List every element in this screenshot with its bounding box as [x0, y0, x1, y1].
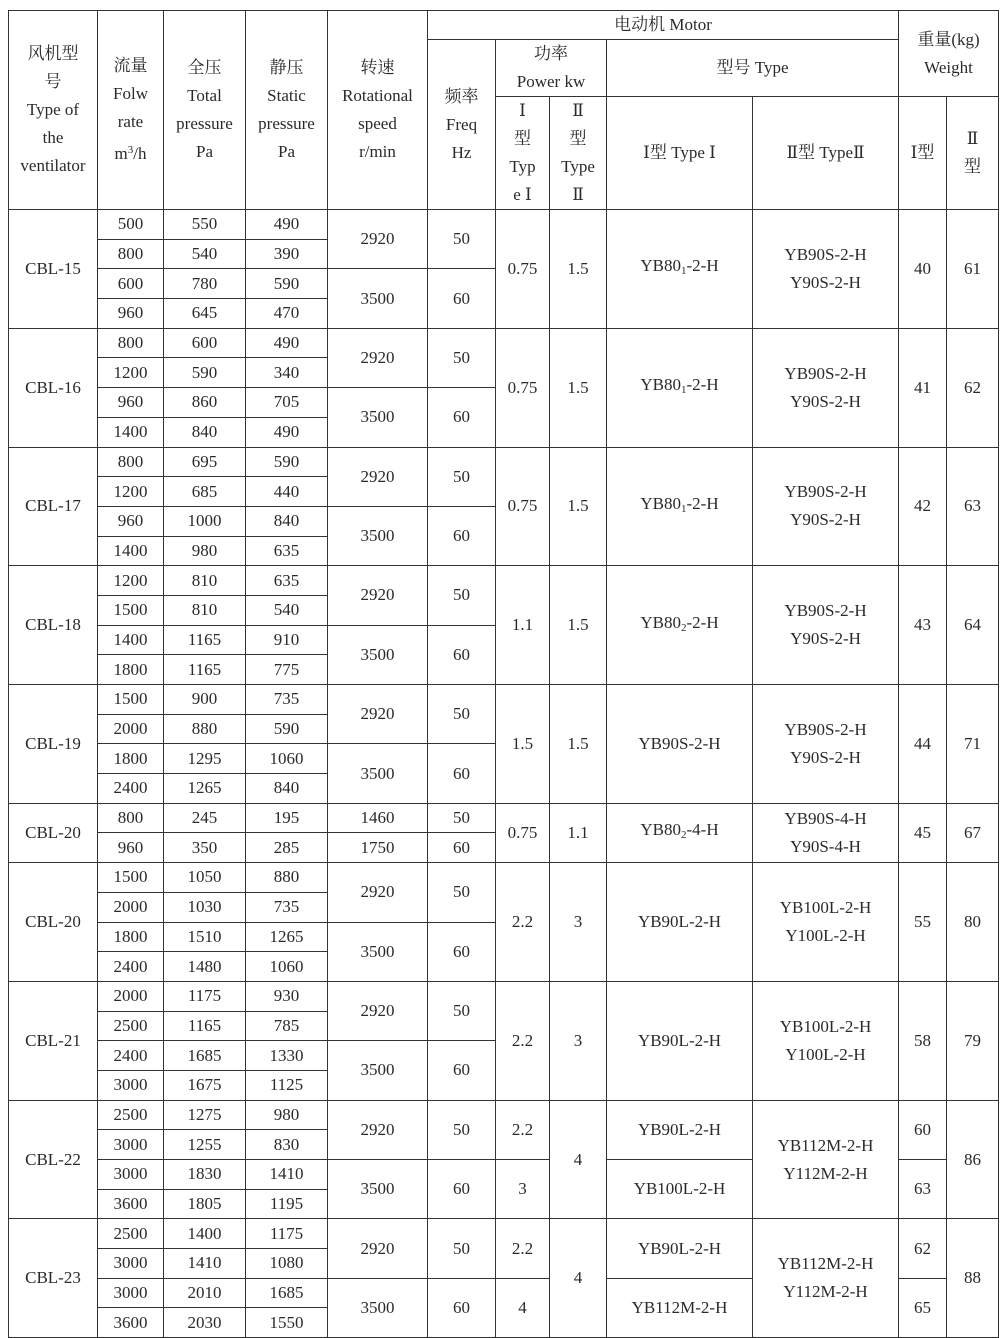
flow-cell: 3000 [98, 1070, 164, 1100]
power-type1-cell: 2.2 [496, 863, 550, 982]
flow-cell: 1400 [98, 536, 164, 566]
total-pressure-cell: 350 [164, 833, 246, 863]
frequency-cell: 50 [428, 803, 496, 833]
flow-cell: 2400 [98, 774, 164, 804]
table-row [9, 1100, 999, 1130]
total-pressure-cell: 550 [164, 210, 246, 240]
weight-type1-cell: 41 [899, 328, 947, 447]
power-type1-cell: 3 [496, 1160, 550, 1219]
table-row [9, 1219, 999, 1249]
total-pressure-cell: 1480 [164, 952, 246, 982]
frequency-cell: 50 [428, 328, 496, 387]
weight-type2-cell: 61 [947, 210, 999, 329]
frequency-cell: 60 [428, 506, 496, 565]
motor-type2-cell: YB112M-2-H Y112M-2-H [753, 1219, 899, 1338]
total-pressure-cell: 540 [164, 239, 246, 269]
total-pressure-cell: 1165 [164, 1011, 246, 1041]
static-pressure-cell: 1195 [246, 1189, 328, 1219]
static-pressure-cell: 635 [246, 536, 328, 566]
flow-unit: $m^3/h$ [114, 144, 147, 163]
frequency-cell: 50 [428, 566, 496, 625]
weight-type1-cell: 42 [899, 447, 947, 566]
total-pressure-header: 全压 Total pressure Pa [164, 11, 246, 210]
flow-cell: 1800 [98, 655, 164, 685]
flow-cell: 1500 [98, 685, 164, 715]
static-pressure-cell: 590 [246, 714, 328, 744]
total-pressure-cell: 590 [164, 358, 246, 388]
power-type1-cell: 4 [496, 1278, 550, 1337]
flow-cell: 1500 [98, 863, 164, 893]
speed-cell: 3500 [328, 625, 428, 684]
flow-cell: 2000 [98, 981, 164, 1011]
frequency-cell: 60 [428, 625, 496, 684]
total-pressure-cell: 1830 [164, 1160, 246, 1190]
motor-type2-cell: YB90S-2-H Y90S-2-H [753, 447, 899, 566]
table-row [9, 447, 999, 477]
speed-cell: 3500 [328, 269, 428, 328]
weight-type1-cell: 60 [899, 1100, 947, 1159]
total-pressure-cell: 1255 [164, 1130, 246, 1160]
weight-type1-header: Ⅰ型 [899, 97, 947, 210]
static-pressure-cell: 930 [246, 981, 328, 1011]
speed-cell: 2920 [328, 1100, 428, 1159]
motor-type2-cell: YB90S-2-H Y90S-2-H [753, 210, 899, 329]
speed-cell: 2920 [328, 210, 428, 269]
flow-cell: 960 [98, 833, 164, 863]
total-pressure-cell: 1675 [164, 1070, 246, 1100]
speed-cell: 3500 [328, 922, 428, 981]
flow-cell: 600 [98, 269, 164, 299]
weight-type1-cell: 44 [899, 685, 947, 804]
weight-type1-cell: 43 [899, 566, 947, 685]
fan-model-cell: CBL-21 [9, 981, 98, 1100]
fan-model-cell: CBL-18 [9, 566, 98, 685]
table-row [9, 328, 999, 358]
total-pressure-cell: 1805 [164, 1189, 246, 1219]
fan-model-cell: CBL-20 [9, 803, 98, 862]
total-pressure-cell: 245 [164, 803, 246, 833]
motor-type1-cell: $YB80_2-4-H$ [607, 803, 753, 862]
flow-cell: 1200 [98, 566, 164, 596]
static-pressure-cell: 195 [246, 803, 328, 833]
model-type2-header: Ⅱ型 TypeⅡ [753, 97, 899, 210]
motor-type2-cell: YB90S-4-H Y90S-4-H [753, 803, 899, 862]
weight-type1-cell: 40 [899, 210, 947, 329]
fan-spec-table [8, 10, 999, 1338]
power-type2-cell: 3 [550, 981, 607, 1100]
power-type1-cell: 2.2 [496, 1100, 550, 1159]
speed-cell: 2920 [328, 447, 428, 506]
static-pressure-cell: 1550 [246, 1308, 328, 1338]
total-pressure-cell: 1275 [164, 1100, 246, 1130]
model-type1-header: Ⅰ型 Type Ⅰ [607, 97, 753, 210]
static-pressure-cell: 785 [246, 1011, 328, 1041]
flow-cell: 3000 [98, 1130, 164, 1160]
frequency-cell: 60 [428, 388, 496, 447]
power-type2-cell: 1.5 [550, 685, 607, 804]
table-row [9, 685, 999, 715]
motor-type2-cell: YB90S-2-H Y90S-2-H [753, 566, 899, 685]
total-pressure-cell: 1510 [164, 922, 246, 952]
total-pressure-cell: 2030 [164, 1308, 246, 1338]
total-pressure-cell: 880 [164, 714, 246, 744]
weight-type2-cell: 67 [947, 803, 999, 862]
flow-cell: 3600 [98, 1308, 164, 1338]
motor-type1-cell: YB100L-2-H [607, 1160, 753, 1219]
model-header: 型号 Type [607, 40, 899, 97]
rotational-speed-header: 转速 Rotational speed r/min [328, 11, 428, 210]
static-pressure-cell: 590 [246, 269, 328, 299]
power-type2-header: Ⅱ 型 Type Ⅱ [550, 97, 607, 210]
weight-type2-cell: 88 [947, 1219, 999, 1338]
total-pressure-cell: 685 [164, 477, 246, 507]
motor-type1-cell: YB90L-2-H [607, 863, 753, 982]
power-type1-header: Ⅰ 型 Typ e Ⅰ [496, 97, 550, 210]
speed-cell: 2920 [328, 981, 428, 1040]
static-pressure-cell: 830 [246, 1130, 328, 1160]
power-type2-cell: 1.1 [550, 803, 607, 862]
flow-cell: 2500 [98, 1100, 164, 1130]
speed-cell: 3500 [328, 506, 428, 565]
motor-type2-cell: YB100L-2-H Y100L-2-H [753, 863, 899, 982]
power-type1-cell: 0.75 [496, 447, 550, 566]
power-type1-cell: 1.5 [496, 685, 550, 804]
frequency-cell: 50 [428, 210, 496, 269]
total-pressure-cell: 1050 [164, 863, 246, 893]
static-pressure-cell: 440 [246, 477, 328, 507]
static-pressure-cell: 705 [246, 388, 328, 418]
speed-cell: 3500 [328, 388, 428, 447]
motor-type2-cell: YB100L-2-H Y100L-2-H [753, 981, 899, 1100]
flow-cell: 2500 [98, 1011, 164, 1041]
speed-cell: 3500 [328, 1160, 428, 1219]
total-pressure-cell: 980 [164, 536, 246, 566]
power-type2-cell: 3 [550, 863, 607, 982]
power-type1-cell: 2.2 [496, 981, 550, 1100]
static-pressure-cell: 540 [246, 595, 328, 625]
power-type2-cell: 1.5 [550, 328, 607, 447]
static-pressure-cell: 840 [246, 506, 328, 536]
static-pressure-cell: 490 [246, 417, 328, 447]
static-pressure-cell: 590 [246, 447, 328, 477]
static-pressure-cell: 735 [246, 685, 328, 715]
flow-cell: 2400 [98, 952, 164, 982]
flow-cell: 800 [98, 447, 164, 477]
motor-type1-cell: $YB80_1-2-H$ [607, 328, 753, 447]
flow-cell: 500 [98, 210, 164, 240]
total-pressure-cell: 1030 [164, 892, 246, 922]
flow-cell: 800 [98, 239, 164, 269]
static-pressure-cell: 1685 [246, 1278, 328, 1308]
motor-type1-cell: $YB80_1-2-H$ [607, 210, 753, 329]
power-type2-cell: 1.5 [550, 210, 607, 329]
motor-type2-cell: YB112M-2-H Y112M-2-H [753, 1100, 899, 1219]
frequency-cell: 60 [428, 1041, 496, 1100]
total-pressure-cell: 860 [164, 388, 246, 418]
static-pressure-cell: 340 [246, 358, 328, 388]
total-pressure-cell: 1175 [164, 981, 246, 1011]
static-pressure-cell: 840 [246, 774, 328, 804]
fan-model-cell: CBL-20 [9, 863, 98, 982]
flow-cell: 1800 [98, 744, 164, 774]
power-type1-cell: 2.2 [496, 1219, 550, 1278]
flow-cell: 2000 [98, 714, 164, 744]
fan-model-cell: CBL-22 [9, 1100, 98, 1219]
frequency-cell: 60 [428, 269, 496, 328]
flow-cell: 3000 [98, 1278, 164, 1308]
static-pressure-cell: 285 [246, 833, 328, 863]
total-pressure-cell: 1685 [164, 1041, 246, 1071]
flow-cell: 960 [98, 299, 164, 329]
frequency-cell: 50 [428, 1219, 496, 1278]
static-pressure-cell: 1175 [246, 1219, 328, 1249]
frequency-cell: 60 [428, 1160, 496, 1219]
total-pressure-cell: 840 [164, 417, 246, 447]
motor-type1-cell: YB112M-2-H [607, 1278, 753, 1337]
weight-header: 重量(kg) Weight [899, 11, 999, 97]
flow-cell: 1400 [98, 417, 164, 447]
static-pressure-cell: 1330 [246, 1041, 328, 1071]
weight-type1-cell: 63 [899, 1160, 947, 1219]
frequency-cell: 50 [428, 685, 496, 744]
power-type1-cell: 0.75 [496, 328, 550, 447]
table-body [9, 210, 999, 1338]
flow-cell: 1500 [98, 595, 164, 625]
weight-type2-header: Ⅱ 型 [947, 97, 999, 210]
frequency-cell: 60 [428, 744, 496, 803]
weight-type2-cell: 79 [947, 981, 999, 1100]
static-pressure-cell: 1265 [246, 922, 328, 952]
flow-cell: 1200 [98, 358, 164, 388]
frequency-cell: 50 [428, 863, 496, 922]
flow-rate-header: 流量 Folw rate $m^3/h$ [98, 11, 164, 210]
static-pressure-cell: 775 [246, 655, 328, 685]
speed-cell: 3500 [328, 744, 428, 803]
total-pressure-cell: 1265 [164, 774, 246, 804]
frequency-cell: 50 [428, 981, 496, 1040]
table-row [9, 210, 999, 240]
weight-type1-cell: 45 [899, 803, 947, 862]
flow-cell: 3000 [98, 1249, 164, 1279]
weight-type2-cell: 86 [947, 1100, 999, 1219]
fan-model-cell: CBL-15 [9, 210, 98, 329]
static-pressure-cell: 470 [246, 299, 328, 329]
ventilator-type-header: 风机型 号 Type of the ventilator [9, 11, 98, 210]
motor-type1-cell: $YB80_1-2-H$ [607, 447, 753, 566]
power-type1-cell: 0.75 [496, 210, 550, 329]
total-pressure-cell: 1295 [164, 744, 246, 774]
static-pressure-cell: 490 [246, 210, 328, 240]
speed-cell: 2920 [328, 1219, 428, 1278]
speed-cell: 2920 [328, 863, 428, 922]
flow-cell: 3600 [98, 1189, 164, 1219]
motor-type1-cell: YB90L-2-H [607, 981, 753, 1100]
table-row [9, 981, 999, 1011]
flow-cell: 1800 [98, 922, 164, 952]
speed-cell: 2920 [328, 685, 428, 744]
flow-cell: 960 [98, 388, 164, 418]
flow-cell: 2000 [98, 892, 164, 922]
power-type2-cell: 4 [550, 1219, 607, 1338]
frequency-cell: 60 [428, 922, 496, 981]
flow-cell: 2400 [98, 1041, 164, 1071]
static-pressure-cell: 980 [246, 1100, 328, 1130]
power-type1-cell: 1.1 [496, 566, 550, 685]
static-pressure-cell: 1410 [246, 1160, 328, 1190]
speed-cell: 2920 [328, 328, 428, 387]
power-header: 功率 Power kw [496, 40, 607, 97]
static-pressure-cell: 735 [246, 892, 328, 922]
weight-type2-cell: 71 [947, 685, 999, 804]
total-pressure-cell: 900 [164, 685, 246, 715]
flow-cell: 2500 [98, 1219, 164, 1249]
table-row [9, 863, 999, 893]
weight-type1-cell: 62 [899, 1219, 947, 1278]
flow-cell: 1400 [98, 625, 164, 655]
weight-type2-cell: 62 [947, 328, 999, 447]
table-row [9, 803, 999, 833]
frequency-cell: 50 [428, 1100, 496, 1159]
speed-cell: 1460 [328, 803, 428, 833]
flow-cell: 3000 [98, 1160, 164, 1190]
frequency-cell: 60 [428, 1278, 496, 1337]
motor-type2-cell: YB90S-2-H Y90S-2-H [753, 328, 899, 447]
static-pressure-cell: 1060 [246, 744, 328, 774]
total-pressure-cell: 1165 [164, 625, 246, 655]
weight-type2-cell: 64 [947, 566, 999, 685]
flow-cell: 960 [98, 506, 164, 536]
static-pressure-cell: 910 [246, 625, 328, 655]
fan-model-cell: CBL-16 [9, 328, 98, 447]
frequency-cell: 50 [428, 447, 496, 506]
power-type1-cell: 0.75 [496, 803, 550, 862]
motor-type1-cell: YB90L-2-H [607, 1100, 753, 1159]
fan-model-cell: CBL-19 [9, 685, 98, 804]
static-pressure-cell: 880 [246, 863, 328, 893]
total-pressure-cell: 810 [164, 566, 246, 596]
speed-cell: 3500 [328, 1278, 428, 1337]
power-type2-cell: 1.5 [550, 566, 607, 685]
static-pressure-cell: 1080 [246, 1249, 328, 1279]
total-pressure-cell: 695 [164, 447, 246, 477]
static-pressure-cell: 635 [246, 566, 328, 596]
speed-cell: 2920 [328, 566, 428, 625]
static-pressure-header: 静压 Static pressure Pa [246, 11, 328, 210]
motor-type1-cell: YB90S-2-H [607, 685, 753, 804]
speed-cell: 1750 [328, 833, 428, 863]
static-pressure-cell: 1060 [246, 952, 328, 982]
speed-cell: 3500 [328, 1041, 428, 1100]
static-pressure-cell: 490 [246, 328, 328, 358]
weight-type1-cell: 58 [899, 981, 947, 1100]
weight-type2-cell: 80 [947, 863, 999, 982]
static-pressure-cell: 1125 [246, 1070, 328, 1100]
total-pressure-cell: 1410 [164, 1249, 246, 1279]
total-pressure-cell: 645 [164, 299, 246, 329]
flow-cell: 800 [98, 803, 164, 833]
weight-type1-cell: 55 [899, 863, 947, 982]
fan-model-cell: CBL-17 [9, 447, 98, 566]
total-pressure-cell: 1400 [164, 1219, 246, 1249]
frequency-header: 频率 Freq Hz [428, 40, 496, 210]
table-row [9, 566, 999, 596]
power-type2-cell: 4 [550, 1100, 607, 1219]
power-type2-cell: 1.5 [550, 447, 607, 566]
fan-model-cell: CBL-23 [9, 1219, 98, 1338]
total-pressure-cell: 810 [164, 595, 246, 625]
total-pressure-cell: 780 [164, 269, 246, 299]
total-pressure-cell: 600 [164, 328, 246, 358]
total-pressure-cell: 1000 [164, 506, 246, 536]
motor-type1-cell: YB90L-2-H [607, 1219, 753, 1278]
total-pressure-cell: 2010 [164, 1278, 246, 1308]
flow-cell: 800 [98, 328, 164, 358]
static-pressure-cell: 390 [246, 239, 328, 269]
motor-header: 电动机 Motor [428, 11, 899, 40]
motor-type1-cell: $YB80_2-2-H$ [607, 566, 753, 685]
weight-type1-cell: 65 [899, 1278, 947, 1337]
flow-cell: 1200 [98, 477, 164, 507]
motor-type2-cell: YB90S-2-H Y90S-2-H [753, 685, 899, 804]
total-pressure-cell: 1165 [164, 655, 246, 685]
weight-type2-cell: 63 [947, 447, 999, 566]
frequency-cell: 60 [428, 833, 496, 863]
